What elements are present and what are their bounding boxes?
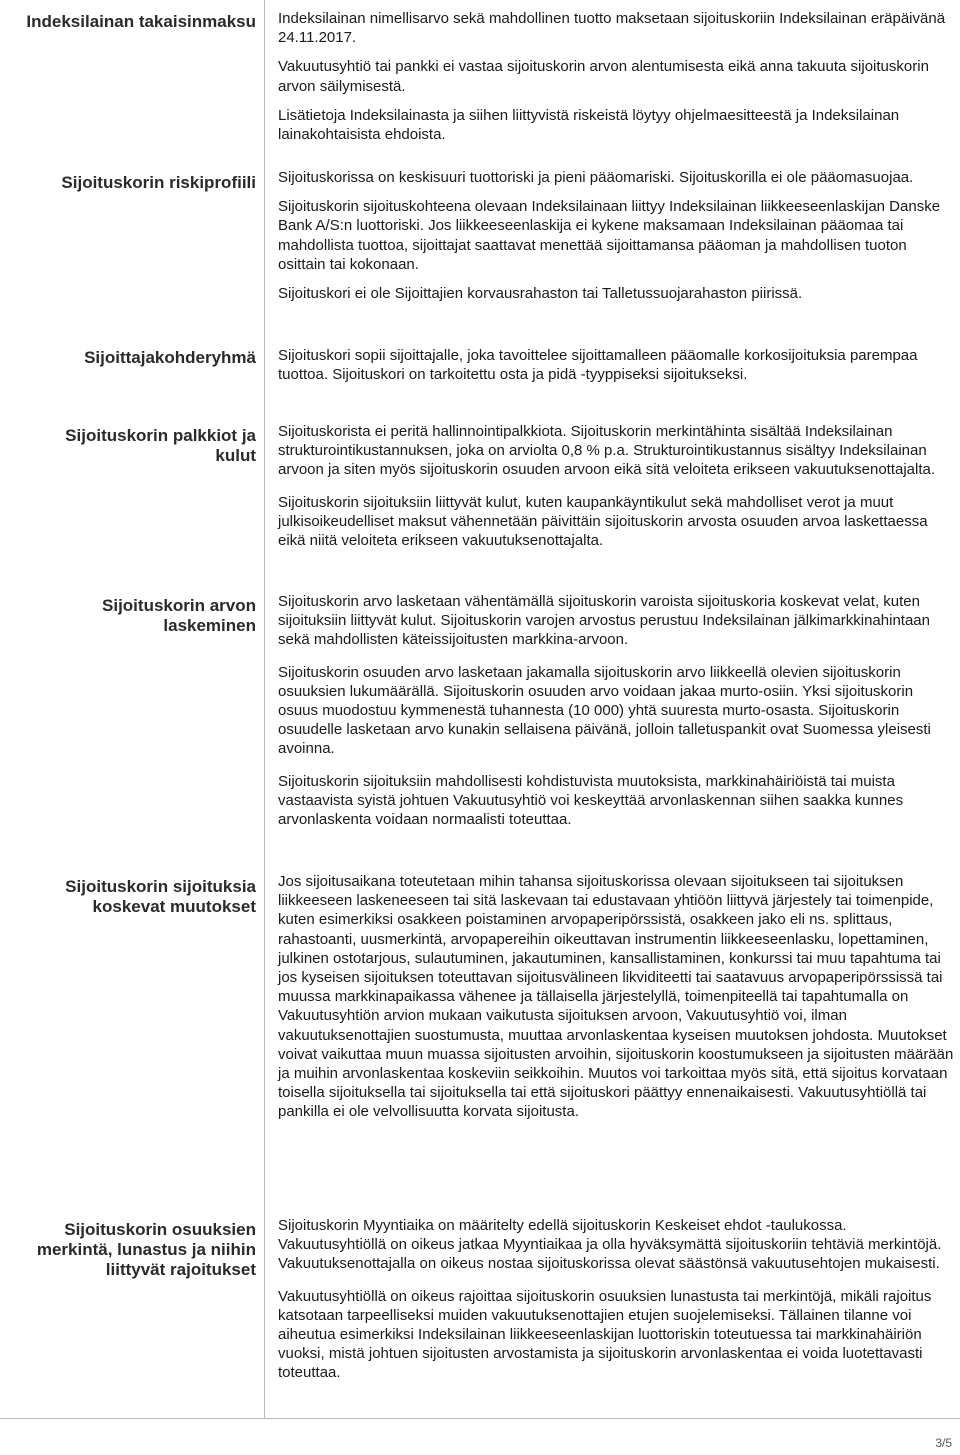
paragraph: Jos sijoitusaikana toteutetaan mihin tahansa sijoituskorissa olevaan sijoitukseen tai sijoituksen liikkeeseen laskeneeseen tai sitä laskevaan tai edustavaan yhtiöön liittyvä järjestely tai toimenpide, kuten esimerkiksi osakkeen poistaminen arvopaperipörssistä, osakkeen jako eli ns. splittaus, rahastoanti, uusmerkintä, arvopapereihin oikeuttavan instrumentin liikkeeseenlasku, lopettaminen, julkinen ostotarjous, sulautuminen, jakautuminen, kansallistaminen, konkurssi tai muu tapahtuma tai jos kyseisen sijoituksen toteuttavan sijoitusvälineen likviditeetti tai saatavuus arvopaperipörssissä tai muussa markkinapaikassa vähenee ja tällaisella järjestelyllä, toimenpiteellä tai tapahtumalla on Vakuutusyhtiön arvion mukaan vaikutusta sijoituksen arvoon, Vakuutusyhtiö voi, ilman vakuutuksenottajien suostumusta, muuttaa arvonlaskentaa kyseisen muutoksen johdosta. Muutokset voivat vaikuttaa muun muassa sijoitusten arvoihin, sijoituskorin koostumukseen ja sijoitusten määrään ja muihin arvonlaskentaa koskeviin seikkoihin. Muutos voi tarkoittaa myös sitä, että sijoitus korvataan toisella sijoituksella tai sijoituksella tai että sijoituskori päättyy ennenaikaisesti. Vakuutusyhtiöllä tai pankilla ei ole velvollisuutta korvata sijoitusta. <box>278 873 954 1121</box>
paragraph: Sijoituskorin osuuden arvo lasketaan jakamalla sijoituskorin arvo liikkeellä olevien sijoituskorin osuuksien lukumäärällä. Sijoituskorin osuuden arvo voidaan jakaa murto-osiin. Yksi sijoituskorin osuus muodostuu kymmenestä tuhannesta (10 000) yhtä suuresta murto-osasta. Sijoituskorin osuudelle lasketaan arvo kunakin sellaisena päivänä, jolloin talletuspankit ovat Suomessa yleisesti avoinna. <box>278 663 931 758</box>
section-heading-merkinta-lunastus: Sijoituskorin osuuksien merkintä, lunastus ja niihin liittyvät rajoitukset <box>36 1220 256 1279</box>
section-heading-muutokset: Sijoituskorin sijoituksia koskevat muutokset <box>65 877 256 916</box>
section-body-palkkiot <box>278 422 954 550</box>
section-heading-palkkiot: Sijoituskorin palkkiot ja kulut <box>65 426 256 465</box>
paragraph: Sijoituskori sopii sijoittajalle, joka tavoittelee sijoittamalleen pääomalle korkosijoituksia parempaa tuottoa. Sijoituskori on tarkoitettu osta ja pidä -tyyppiseksi sijoitukseksi. <box>278 347 918 384</box>
paragraph: Lisätietoja Indeksilainasta ja siihen liittyvistä riskeistä löytyy ohjelmaesitteestä ja Indeksilainan lainakohtaisista ehdoista. <box>278 106 900 144</box>
section-headings-column <box>0 0 265 1418</box>
paragraph: Indeksilainan nimellisarvo sekä mahdollinen tuotto maksetaan sijoituskoriin Indeksilainan eräpäivänä 24.11.2017. <box>278 10 946 47</box>
bottom-divider <box>0 1418 960 1419</box>
section-body-arvon-laskeminen <box>278 592 954 829</box>
paragraph: Sijoituskori ei ole Sijoittajien korvausrahaston tai Talletussuojarahaston piirissä. <box>278 285 803 303</box>
section-heading-takaisinmaksu: Indeksilainan takaisinmaksu <box>26 12 256 31</box>
paragraph: Sijoituskorin sijoituksiin mahdollisesti kohdistuvista muutoksista, markkinahäiriöistä tai muista vastaavista syistä johtuen Vakuutusyhtiö voi keskeyttää arvonlaskennan siihen saakka kunnes arvonlaskenta voidaan normaalisti toteuttaa. <box>278 772 904 829</box>
paragraph: Sijoituskorin arvo lasketaan vähentämällä sijoituskorin varoista sijoituskoria koskevat velat, kuten sijoituksiin liittyvät kulut. Sijoituskorin varojen arvostus perustuu Indeksilainan jälkimarkkinahintaan sekä mahdollisten käteissijoitusten markkina-arvoon. <box>278 593 930 649</box>
section-body-muutokset <box>278 872 954 1122</box>
paragraph: Vakuutusyhtiöllä on oikeus rajoittaa sijoituskorin osuuksien lunastusta tai merkintöjä, mikäli rajoitus katsotaan tarpeelliseksi muiden vakuutuksenottajien etujen suojelemiseksi. Tällainen tilanne voi aiheutua esimerkiksi Indeksilainan liikkeeseenlaskijan luottoriskin toteutuessa tai markkinahäiriön vuoksi, mistä johtuen sijoitusten arvostamista ja sijoituskorin arvonlaskentaa ei voida luotettavasti toteuttaa. <box>278 1287 932 1382</box>
paragraph: Sijoituskorin sijoituskohteena olevaan Indeksilainaan liittyy Indeksilainan liikkeeseenlaskijan Danske Bank A/S:n luottoriski. Jos liikkeeseenlaskija ei kykene maksamaan Indeksilainan pääomaa tai mahdollista tuottoa, sijoittajat saattavat menettää sijoittamansa pääoman ja mahdollisen tuoton osittain tai kokonaan. <box>278 198 941 273</box>
section-heading-arvon-laskeminen: Sijoituskorin arvon laskeminen <box>102 596 256 635</box>
paragraph: Sijoituskorissa on keskisuuri tuottoriski ja pieni pääomariski. Sijoituskorilla ei ole pääomasuojaa. <box>278 169 914 186</box>
section-heading-riskiprofiili: Sijoituskorin riskiprofiili <box>61 173 256 192</box>
section-body-riskiprofiili <box>278 168 954 303</box>
page-number: 3/5 <box>935 1436 952 1450</box>
section-body-kohderyhma <box>278 346 954 384</box>
section-body-merkinta-lunastus <box>278 1216 954 1383</box>
paragraph: Sijoituskorista ei peritä hallinnointipalkkiota. Sijoituskorin merkintähinta sisältää Indeksilainan strukturointikustannuksen, joka on arviolta 0,8 % p.a. Strukturointikustannus sisältyy Indeksilainan arvoon ja siten myös sijoituskorin osuuden arvoon eikä sitä veloiteta erikseen vakuutuksenottajalta. <box>278 423 936 479</box>
section-body-column <box>278 0 954 1418</box>
paragraph: Sijoituskorin Myyntiaika on määritelty edellä sijoituskorin Keskeiset ehdot -taulukossa. Vakuutusyhtiöllä on oikeus jatkaa Myyntiaikaa ja olla hyväksymättä sijoituskoriin tehtäviä merkintöjä. Vakuutuksenottajalla on oikeus nostaa sijoituskorissa olevat säästönsä vakuutusehtojen mukaisesti. <box>278 1217 942 1273</box>
paragraph: Sijoituskorin sijoituksiin liittyvät kulut, kuten kaupankäyntikulut sekä mahdolliset verot ja muut julkisoikeudelliset maksut vähennetään päivittäin sijoituskorin arvosta osuuden arvoa laskettaessa eikä niitä veloiteta erikseen vakuutuksenottajalta. <box>278 493 928 550</box>
section-heading-kohderyhma: Sijoittajakohderyhmä <box>84 348 256 367</box>
paragraph: Vakuutusyhtiö tai pankki ei vastaa sijoituskorin arvon alentumisesta eikä anna takuuta sijoituskorin arvon säilymisestä. <box>278 58 929 95</box>
section-body-takaisinmaksu <box>278 9 954 144</box>
